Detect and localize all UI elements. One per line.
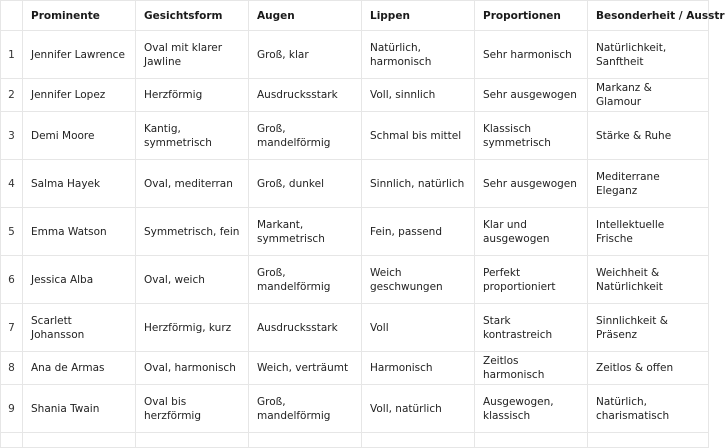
table-row <box>1 304 709 352</box>
table-row <box>1 385 709 433</box>
table-cell[interactable]: Schmal bis mittel <box>362 112 475 160</box>
header-cell-index <box>1 1 23 31</box>
table-cell[interactable]: Voll, sinnlich <box>362 79 475 112</box>
table-row <box>1 208 709 256</box>
table-cell[interactable]: Ana de Armas <box>23 352 136 385</box>
table-row <box>1 31 709 79</box>
header-cell-proportionen[interactable]: Proportionen <box>475 1 588 31</box>
table-cell[interactable]: Klassisch symmetrisch <box>475 112 588 160</box>
header-cell-prominente[interactable]: Prominente <box>23 1 136 31</box>
table-cell[interactable]: Perfekt proportioniert <box>475 256 588 304</box>
table-cell[interactable]: Herzförmig <box>136 79 249 112</box>
table-cell[interactable]: Groß, mandelförmig <box>249 112 362 160</box>
table-cell[interactable]: Jennifer Lopez <box>23 79 136 112</box>
table-cell[interactable]: Intellektuelle Frische <box>588 208 709 256</box>
header-cell-lippen[interactable]: Lippen <box>362 1 475 31</box>
table-cell[interactable] <box>588 433 709 448</box>
table-cell[interactable]: Stark kontrastreich <box>475 304 588 352</box>
row-index: 8 <box>1 352 23 385</box>
table-cell[interactable]: Oval mit klarer Jawline <box>136 31 249 79</box>
table-cell[interactable]: Emma Watson <box>23 208 136 256</box>
table-cell[interactable]: Stärke & Ruhe <box>588 112 709 160</box>
table-cell[interactable]: Harmonisch <box>362 352 475 385</box>
row-index: 2 <box>1 79 23 112</box>
table-cell[interactable]: Oval, mediterran <box>136 160 249 208</box>
table-cell[interactable]: Voll, natürlich <box>362 385 475 433</box>
table-cell[interactable]: Sinnlich, natürlich <box>362 160 475 208</box>
table-cell[interactable]: Sinnlichkeit & Präsenz <box>588 304 709 352</box>
table-cell[interactable]: Natürlichkeit, Sanftheit <box>588 31 709 79</box>
table-cell[interactable]: Ausgewogen, klassisch <box>475 385 588 433</box>
table-cell[interactable]: Jessica Alba <box>23 256 136 304</box>
table-cell[interactable]: Voll <box>362 304 475 352</box>
header-cell-gesichtsform[interactable]: Gesichtsform <box>136 1 249 31</box>
table-cell[interactable]: Groß, mandelförmig <box>249 256 362 304</box>
row-index: 5 <box>1 208 23 256</box>
table-cell[interactable]: Sehr harmonisch <box>475 31 588 79</box>
table-cell[interactable]: Demi Moore <box>23 112 136 160</box>
table-row <box>1 79 709 112</box>
table-cell[interactable]: Ausdrucksstark <box>249 304 362 352</box>
table-cell[interactable]: Mediterrane Eleganz <box>588 160 709 208</box>
table-cell[interactable]: Oval bis herzförmig <box>136 385 249 433</box>
table-row <box>1 160 709 208</box>
table-cell[interactable]: Weich geschwungen <box>362 256 475 304</box>
table-cell[interactable]: Groß, mandelförmig <box>249 385 362 433</box>
row-index: 1 <box>1 31 23 79</box>
row-index: 9 <box>1 385 23 433</box>
table-cell[interactable]: Sehr ausgewogen <box>475 160 588 208</box>
header-cell-besonderheit[interactable]: Besonderheit / Ausstr <box>588 1 709 31</box>
table-cell[interactable]: Natürlich, harmonisch <box>362 31 475 79</box>
row-index: 7 <box>1 304 23 352</box>
table-cell[interactable]: Groß, dunkel <box>249 160 362 208</box>
header-cell-augen[interactable]: Augen <box>249 1 362 31</box>
table-row <box>1 112 709 160</box>
row-index <box>1 433 23 448</box>
table-cell[interactable]: Weich, verträumt <box>249 352 362 385</box>
row-index: 6 <box>1 256 23 304</box>
table-cell[interactable]: Weichheit & Natürlichkeit <box>588 256 709 304</box>
table-cell[interactable]: Oval, harmonisch <box>136 352 249 385</box>
table-cell[interactable] <box>362 433 475 448</box>
row-index: 4 <box>1 160 23 208</box>
table-cell[interactable]: Groß, klar <box>249 31 362 79</box>
table-cell[interactable]: Scarlett Johansson <box>23 304 136 352</box>
table-cell[interactable] <box>475 433 588 448</box>
header-row <box>1 1 709 31</box>
table-cell[interactable]: Shania Twain <box>23 385 136 433</box>
table-row <box>1 352 709 385</box>
table-cell[interactable]: Zeitlos & offen <box>588 352 709 385</box>
table-cell[interactable]: Sehr ausgewogen <box>475 79 588 112</box>
table-cell[interactable] <box>249 433 362 448</box>
table-cell[interactable]: Oval, weich <box>136 256 249 304</box>
row-index: 3 <box>1 112 23 160</box>
table-cell[interactable] <box>23 433 136 448</box>
table-cell[interactable]: Natürlich, charismatisch <box>588 385 709 433</box>
table-cell[interactable]: Kantig, symmetrisch <box>136 112 249 160</box>
table-cell[interactable]: Herzförmig, kurz <box>136 304 249 352</box>
table-cell[interactable]: Klar und ausgewogen <box>475 208 588 256</box>
table-row-partial <box>1 433 709 448</box>
table-row <box>1 256 709 304</box>
table-cell[interactable]: Markant, symmetrisch <box>249 208 362 256</box>
table-cell[interactable]: Zeitlos harmonisch <box>475 352 588 385</box>
table-cell[interactable]: Ausdrucksstark <box>249 79 362 112</box>
table-cell[interactable]: Markanz & Glamour <box>588 79 709 112</box>
table-cell[interactable] <box>136 433 249 448</box>
table-cell[interactable]: Symmetrisch, fein <box>136 208 249 256</box>
table-cell[interactable]: Fein, passend <box>362 208 475 256</box>
table-cell[interactable]: Jennifer Lawrence <box>23 31 136 79</box>
table-cell[interactable]: Salma Hayek <box>23 160 136 208</box>
